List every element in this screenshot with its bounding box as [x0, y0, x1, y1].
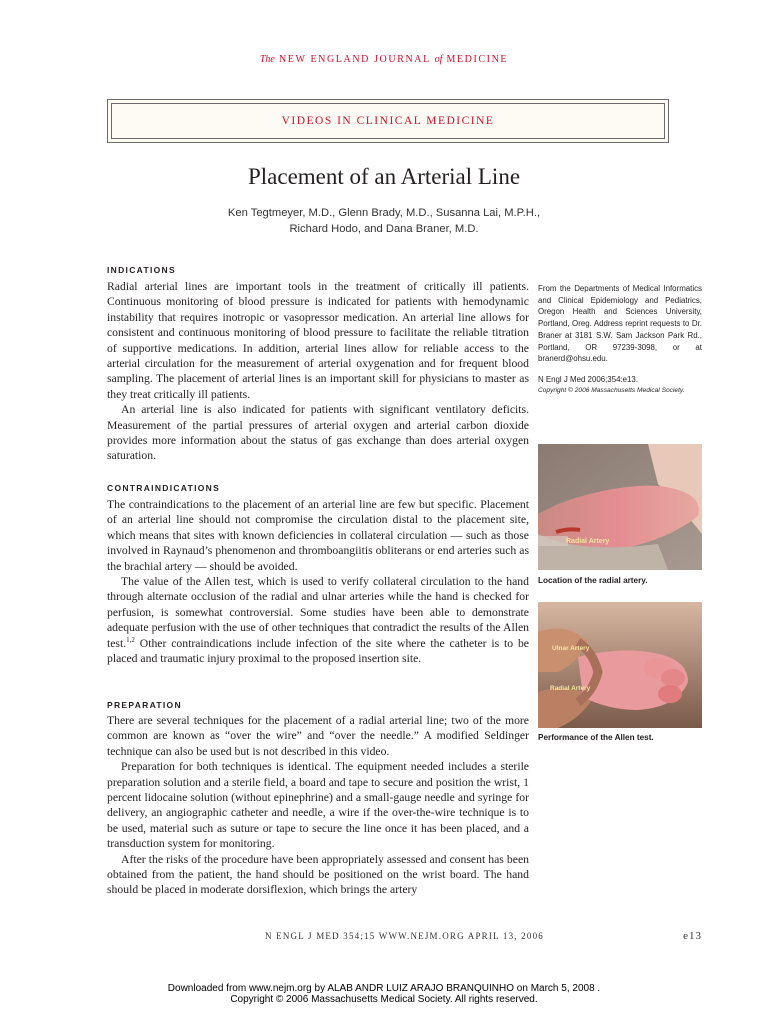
- citation: N Engl J Med 2006;354:e13.: [538, 375, 639, 384]
- running-head-prefix: The: [259, 54, 275, 65]
- preparation-heading: PREPARATION: [107, 700, 182, 710]
- contraindications-p2-text-b: Other contraindications include infection of the site where the catheter is to be placed and traumatic injury proximal to the proposed insertion site.: [107, 636, 529, 666]
- footer-citation: N ENGL J MED 354;15 WWW.NEJM.ORG APRIL 13, 2006: [265, 931, 544, 941]
- running-head-part1: NEW ENGLAND JOURNAL: [278, 54, 431, 65]
- preparation-paragraph-1: There are several techniques for the placement of a radial arterial line; two of the more common are known as “over the wire” and “over the needle.” A modified Seldinger technique can also be used but is not described in this video.: [107, 714, 529, 758]
- allen-test-figure[interactable]: [538, 602, 702, 728]
- running-head: [0, 54, 768, 65]
- contraindications-heading: CONTRAINDICATIONS: [107, 483, 221, 493]
- preparation-paragraph-3: After the risks of the procedure have been appropriately assessed and consent has been obtained from the patient, the hand should be positioned on the wrist board. The hand should be placed in moderate dorsiflexion, which brings the artery: [107, 852, 529, 897]
- download-line-1: Downloaded from www.nejm.org by ALAB ANDR LUIZ ARAJO BRANQUINHO on March 5, 2008 .: [167, 983, 601, 994]
- contraindications-body: [107, 497, 529, 666]
- authors-line-2: Richard Hodo, and Dana Braner, M.D.: [289, 223, 479, 235]
- indications-body: [107, 279, 529, 464]
- radial-artery-label: Radial Artery: [566, 538, 610, 545]
- figure-2-caption: Performance of the Allen test.: [538, 733, 654, 742]
- download-line-2: Copyright © 2006 Massachusetts Medical Society. All rights reserved.: [230, 994, 538, 1005]
- contraindications-paragraph-1: The contraindications to the placement of an arterial line are few but specific. Placement of an arterial line should not compromise the circulation distal to the placement site, which means that sites with known deficiencies in collateral circulation — such as those involved in Raynaud’s phenomenon and thromboangiitis obliterans or end arteries such as the brachial artery — should be avoided.: [107, 498, 529, 573]
- radial-artery-figure[interactable]: [538, 444, 702, 570]
- page-number: e13: [683, 930, 702, 942]
- authors: [0, 205, 768, 237]
- section-box-inner: [111, 103, 665, 139]
- figure-1-caption: Location of the radial artery.: [538, 576, 648, 585]
- radial-artery-label-2: Radial Artery: [550, 685, 591, 692]
- running-head-part2: MEDICINE: [446, 54, 509, 65]
- running-head-of: of: [434, 54, 443, 65]
- article-title: Placement of an Arterial Line: [247, 164, 521, 189]
- allen-test-photo-image: [538, 602, 702, 728]
- indications-heading: INDICATIONS: [107, 265, 176, 275]
- sidebar-copyright: Copyright © 2006 Massachusetts Medical Society.: [538, 387, 685, 394]
- contraindications-p2-text-a: The value of the Allen test, which is used to verify collateral circulation to the hand through alternate occlusion of the radial and ulnar arteries while the hand is checked for perfusion, is somewhat controversial. Some studies have been able to demonstrate adequate perfusion with the use of other techniques that contradict the results of the Allen test.: [107, 575, 529, 650]
- wrist-photo-image: [538, 444, 702, 570]
- ulnar-artery-label: Ulnar Artery: [552, 645, 590, 652]
- indications-paragraph-2: An arterial line is also indicated for patients with significant ventilatory deficits. Measurement of the partial pressures of arterial oxygen and arterial carbon dioxide provides more information about the status of gas exchange than does arterial oxygen saturation.: [107, 403, 529, 463]
- section-box: [107, 99, 669, 143]
- download-notice: [0, 983, 768, 1005]
- authors-line-1: Ken Tegtmeyer, M.D., Glenn Brady, M.D., Susanna Lai, M.P.H.,: [227, 207, 541, 219]
- contraindications-paragraph-2: [107, 574, 529, 666]
- preparation-body: [107, 713, 529, 898]
- indications-paragraph-1: Radial arterial lines are important tools in the treatment of critically ill patients. Continuous monitoring of blood pressure is indicated for patients with hemodynamic instability that requires inotropic or vasopressor medication. An arterial line allows for consistent and continuous monitoring of blood pressure to facilitate the reliable titration of supportive medications. In addition, arterial lines allow for reliable access to the arterial circulation for the measurement of arterial oxygenation and for frequent blood sampling. The placement of arterial lines is an important skill for physicians to master as they treat critically ill patients.: [107, 280, 529, 401]
- author-affiliation: From the Departments of Medical Informatics and Clinical Epidemiology and Pediatrics, Oregon Health and Sciences University, Portland, Oreg. Address reprint requests to Dr. Braner at 3181 S.W. Sam Jackson Park Rd., Portland, OR 97239-3098, or at branerd@ohsu.edu.: [538, 284, 702, 364]
- preparation-paragraph-2: Preparation for both techniques is identical. The equipment needed includes a sterile preparation solution and a sterile field, a board and tape to secure and position the wrist, 1 percent lidocaine solution (without epinephrine) and a small-gauge needle and syringe for delivery, an angiographic catheter and needle, a wire if the over-the-wire technique is to be used, material such as suture or tape to secure the line once it has been placed, and a transduction system for monitoring.: [107, 760, 529, 851]
- section-label: VIDEOS IN CLINICAL MEDICINE: [281, 115, 495, 127]
- reference-superscript[interactable]: 1,2: [126, 635, 135, 644]
